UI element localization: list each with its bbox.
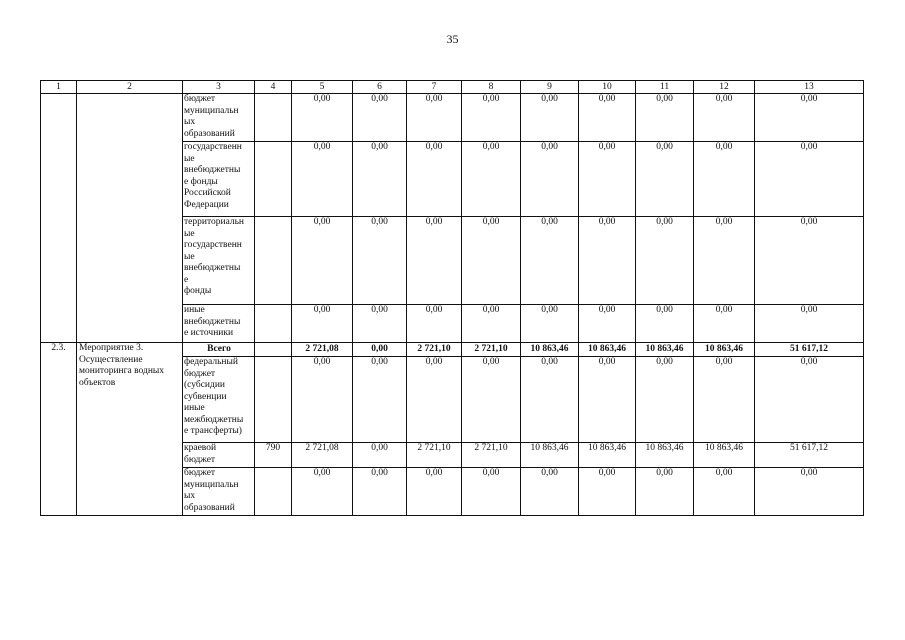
header-cell: 4 [255,81,292,94]
value-cell: 0,00 [353,305,407,343]
header-cell: 9 [521,81,579,94]
funding-source: бюджет муниципальн ых образований [183,94,255,142]
value-cell: 10 863,46 [579,443,636,468]
value-cell: 2 721,10 [462,443,521,468]
header-cell: 11 [636,81,694,94]
funding-source: краевой бюджет [183,443,255,468]
funding-source: государственн ые внебюджетны е фонды Российской Федерации [183,142,255,217]
value-cell: 0,00 [407,468,462,516]
value-cell: 0,00 [292,305,353,343]
header-cell: 13 [755,81,864,94]
header-cell: 5 [292,81,353,94]
total-row [41,343,864,357]
code-cell [255,305,292,343]
value-cell: 0,00 [694,305,755,343]
value-cell: 0,00 [579,468,636,516]
activity-name-cell [77,94,183,343]
value-cell: 0,00 [462,142,521,217]
code-cell [255,343,292,357]
budget-table [40,80,864,516]
value-cell: 0,00 [521,142,579,217]
total-value: 2 721,08 [292,343,353,357]
total-value: 10 863,46 [579,343,636,357]
code-cell [255,217,292,305]
value-cell: 0,00 [292,217,353,305]
funding-source-total: Всего [183,343,255,357]
value-cell: 0,00 [694,468,755,516]
value-cell: 0,00 [292,357,353,443]
value-cell: 0,00 [353,468,407,516]
value-cell: 0,00 [755,305,864,343]
total-value: 10 863,46 [521,343,579,357]
value-cell: 0,00 [636,468,694,516]
value-cell: 0,00 [579,142,636,217]
value-cell: 2 721,08 [292,443,353,468]
value-cell: 51 617,12 [755,443,864,468]
value-cell: 0,00 [579,94,636,142]
header-cell: 1 [41,81,77,94]
total-value: 0,00 [353,343,407,357]
total-value: 10 863,46 [694,343,755,357]
value-cell: 0,00 [579,217,636,305]
funding-source: иные внебюджетны е источники [183,305,255,343]
value-cell: 0,00 [407,217,462,305]
header-cell: 2 [77,81,183,94]
value-cell: 0,00 [462,94,521,142]
value-cell: 0,00 [462,357,521,443]
value-cell: 0,00 [755,217,864,305]
header-row [41,81,864,94]
header-cell: 12 [694,81,755,94]
page-number: 35 [446,32,459,46]
value-cell: 0,00 [353,142,407,217]
value-cell: 0,00 [755,94,864,142]
value-cell: 0,00 [521,217,579,305]
value-cell: 0,00 [694,217,755,305]
code-cell [255,468,292,516]
value-cell: 0,00 [521,357,579,443]
value-cell: 0,00 [407,357,462,443]
total-value: 51 617,12 [755,343,864,357]
value-cell: 0,00 [636,357,694,443]
value-cell: 0,00 [462,305,521,343]
value-cell: 0,00 [353,357,407,443]
value-cell: 0,00 [521,94,579,142]
value-cell: 0,00 [636,94,694,142]
code-cell: 790 [255,443,292,468]
value-cell: 10 863,46 [694,443,755,468]
value-cell: 0,00 [755,357,864,443]
value-cell: 0,00 [462,468,521,516]
value-cell: 0,00 [636,305,694,343]
code-cell [255,94,292,142]
value-cell: 0,00 [755,142,864,217]
code-cell [255,357,292,443]
value-cell: 0,00 [579,357,636,443]
value-cell: 0,00 [353,94,407,142]
header-cell: 8 [462,81,521,94]
activity-name: Мероприятие 3. Осуществление мониторинга водных объектов [77,343,183,516]
value-cell: 2 721,10 [407,443,462,468]
value-cell: 0,00 [694,142,755,217]
table-row [41,94,864,142]
value-cell: 0,00 [292,142,353,217]
value-cell: 0,00 [579,305,636,343]
value-cell: 0,00 [292,468,353,516]
funding-source: бюджет муниципальн ых образований [183,468,255,516]
value-cell: 0,00 [407,305,462,343]
row-number-cell [41,94,77,343]
header-cell: 10 [579,81,636,94]
value-cell: 0,00 [292,94,353,142]
header-cell: 7 [407,81,462,94]
row-number: 2.3. [41,343,77,516]
value-cell: 0,00 [407,94,462,142]
value-cell: 0,00 [462,217,521,305]
value-cell: 0,00 [407,142,462,217]
value-cell: 10 863,46 [636,443,694,468]
value-cell: 0,00 [636,142,694,217]
header-cell: 6 [353,81,407,94]
header-cell: 3 [183,81,255,94]
funding-source: федеральный бюджет (субсидии субвенции иные межбюджетны е трансферты) [183,357,255,443]
total-value: 2 721,10 [462,343,521,357]
value-cell: 0,00 [353,443,407,468]
value-cell: 0,00 [694,357,755,443]
value-cell: 0,00 [521,305,579,343]
value-cell: 0,00 [353,217,407,305]
total-value: 10 863,46 [636,343,694,357]
funding-source: территориальн ые государственн ые внебюджетны е фонды [183,217,255,305]
value-cell: 0,00 [521,468,579,516]
value-cell: 0,00 [636,217,694,305]
value-cell: 10 863,46 [521,443,579,468]
value-cell: 0,00 [755,468,864,516]
value-cell: 0,00 [694,94,755,142]
code-cell [255,142,292,217]
total-value: 2 721,10 [407,343,462,357]
